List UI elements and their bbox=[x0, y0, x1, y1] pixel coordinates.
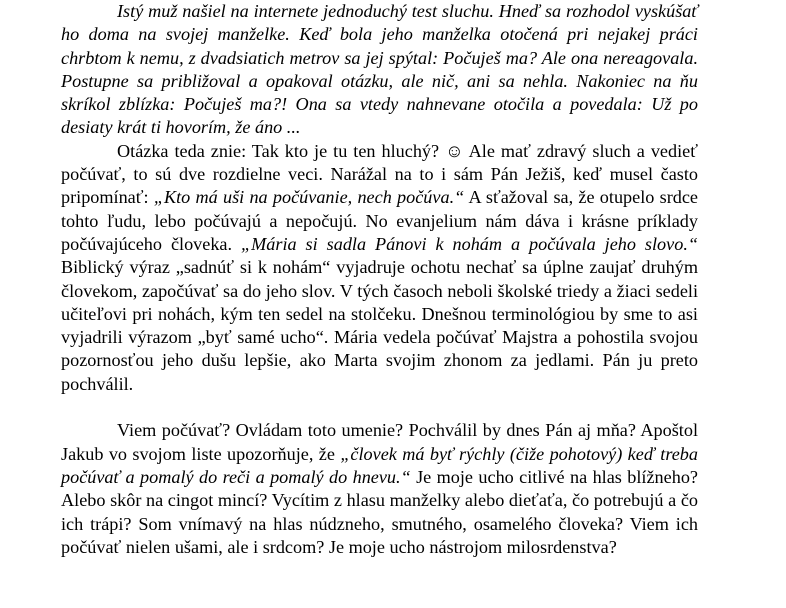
paragraph-text: A sťažoval sa, že otupelo srdce tohto ľudu, lebo počúvajú a nepočujú. No evanjelium nám dáva i krásne príklady počúvajúceho človeka. bbox=[61, 187, 698, 254]
story-paragraph: Istý muž našiel na internete jednoduchý test sluchu. Hneď sa rozhodol vyskúšať ho doma na svojej manželke. Keď bola jeho manželka otočená pri nejakej práci chrbtom k nemu, z dvadsiatich metrov sa jej spýtal: Počuješ ma? Ale ona nereagovala. Postupne sa približoval a opakoval otázku, ale nič, ani sa nehla. Nakoniec na ňu skríkol zblízka: Počuješ ma?! Ona sa vtedy nahnevane otočila a povedala: Už po desiaty krát ti hovorím, že áno ... bbox=[61, 1, 698, 138]
quote-jesus: „Kto má uši na počúvanie, nech počúva.“ bbox=[153, 187, 465, 208]
reflection-paragraph bbox=[61, 419, 698, 559]
quote-maria: „Mária si sadla Pánovi k nohám a počúvala jeho slovo.“ bbox=[241, 233, 698, 254]
paragraph-text: Viem počúvať? Ovládam toto umenie? Pochválil by dnes Pán aj mňa? Apoštol Jakub vo svojom liste upozorňuje, že bbox=[61, 420, 698, 464]
paragraph-text: Biblický výraz „sadnúť si k nohám“ vyjadruje ochotu nechať sa úplne zaujať druhým človekom, započúvať sa do jeho slov. V tých časoch neboli školské triedy a žiaci sedeli učiteľovi pri nohách, kým ten sedel na stolčeku. Dnešnou terminológiou by sme to asi vyjadrili výrazom „byť samé ucho“. Mária vedela počúvať Majstra a pohostila svojou pozornosťou jeho dušu lepšie, ako Marta svojim zhonom za jedlami. Pán ju preto pochválil. bbox=[61, 257, 698, 394]
question-paragraph bbox=[61, 140, 698, 396]
paragraph-text: Je moje ucho citlivé na hlas blížneho? Alebo skôr na cingot mincí? Vycítim z hlasu manželky alebo dieťaťa, čo potrebujú a čo ich trápi? Som vnímavý na hlas núdzneho, smutného, osamelého človeka? Viem ich počúvať nielen ušami, ale i srdcom? Je moje ucho nástrojom milosrdenstva? bbox=[61, 466, 698, 557]
paragraph-text: Otázka teda znie: Tak kto je tu ten hluchý? ☺ Ale mať zdravý sluch a vedieť počúvať, to sú dve rozdielne veci. Narážal na to i sám Pán Ježiš, keď musel často pripomínať: bbox=[61, 140, 698, 208]
quote-jakub: „človek má byť rýchly (čiže pohotový) keď treba počúvať a pomalý do reči a pomalý do hnevu.“ bbox=[61, 443, 698, 487]
